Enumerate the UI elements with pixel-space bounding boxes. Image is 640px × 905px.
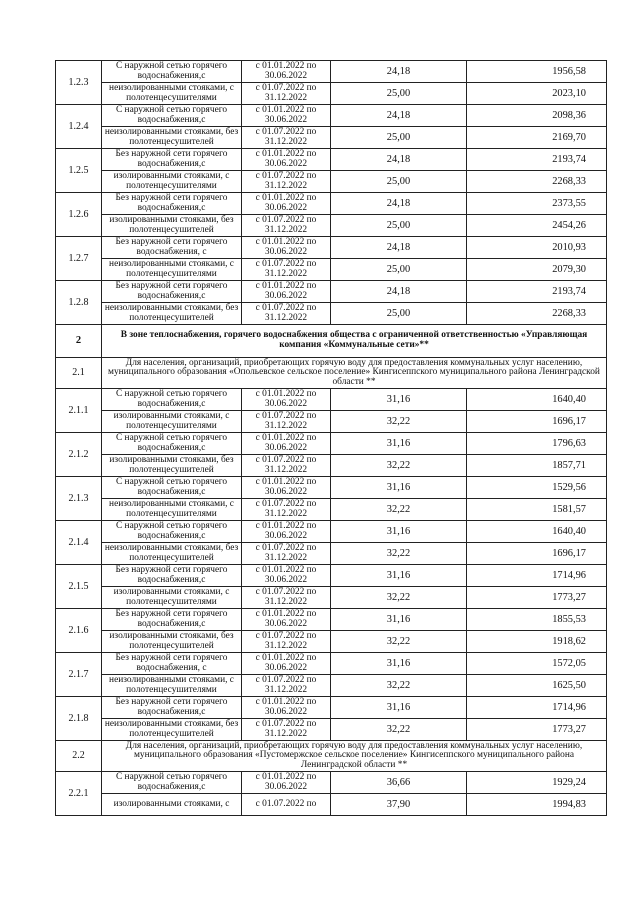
- period-cell: с 01.07.2022 по 31.12.2022: [242, 587, 331, 609]
- row-description-top: С наружной сетью горячего водоснабжения,с: [102, 477, 242, 499]
- table-row: [56, 259, 607, 281]
- tariff-value-cell: 2023,10: [467, 83, 607, 105]
- row-description-bottom: неизолированными стояками, без полотенцесушителей: [102, 127, 242, 149]
- row-description-bottom: изолированными стояками, без полотенцесушителей: [102, 631, 242, 653]
- table-row: [56, 433, 607, 455]
- tariff-value-cell: 1581,57: [467, 499, 607, 521]
- table-row: [56, 697, 607, 719]
- row-description-top: Без наружной сети горячего водоснабжения, с: [102, 237, 242, 259]
- period-cell: с 01.01.2022 по 30.06.2022: [242, 772, 331, 794]
- component-value-cell: 32,22: [331, 587, 467, 609]
- subsection-description: Для населения, организаций, приобретающих горячую воду для предоставления коммунальных услуг населению, муниципального образования «Опольевское сельское поселение» Кингисеппского муниципального района Ленинградской области **: [102, 358, 607, 389]
- table-row: [56, 193, 607, 215]
- period-cell: с 01.07.2022 по 31.12.2022: [242, 675, 331, 697]
- period-cell: с 01.01.2022 по 30.06.2022: [242, 653, 331, 675]
- tariff-value-cell: 1640,40: [467, 521, 607, 543]
- tariff-value-cell: 1918,62: [467, 631, 607, 653]
- row-description-top: Без наружной сети горячего водоснабжения,с: [102, 565, 242, 587]
- row-description-bottom: неизолированными стояками, с полотенцесушителями: [102, 259, 242, 281]
- period-cell: с 01.01.2022 по 30.06.2022: [242, 565, 331, 587]
- row-number: 2.1.2: [56, 433, 102, 477]
- period-cell: с 01.01.2022 по 30.06.2022: [242, 149, 331, 171]
- row-number: 1.2.3: [56, 61, 102, 105]
- component-value-cell: 31,16: [331, 565, 467, 587]
- row-description-top: Без наружной сети горячего водоснабжения,с: [102, 149, 242, 171]
- row-description-top: С наружной сетью горячего водоснабжения,с: [102, 433, 242, 455]
- row-number: 2.1.7: [56, 653, 102, 697]
- component-value-cell: 24,18: [331, 193, 467, 215]
- component-value-cell: 24,18: [331, 237, 467, 259]
- row-description-top: Без наружной сети горячего водоснабжения,с: [102, 697, 242, 719]
- subsection-row: [56, 741, 607, 772]
- component-value-cell: 31,16: [331, 389, 467, 411]
- period-cell: с 01.01.2022 по 30.06.2022: [242, 433, 331, 455]
- tariff-value-cell: 1640,40: [467, 389, 607, 411]
- table-row: [56, 609, 607, 631]
- component-value-cell: 31,16: [331, 477, 467, 499]
- component-value-cell: 32,22: [331, 411, 467, 433]
- subsection-description: Для населения, организаций, приобретающих горячую воду для предоставления коммунальных услуг населению, муниципального образования «Пустомержское сельское поселение» Кингисеппского муниципального района Ленинградской области **: [102, 741, 607, 772]
- row-description-top: С наружной сетью горячего водоснабжения,с: [102, 389, 242, 411]
- table-row: [56, 215, 607, 237]
- row-description-bottom: изолированными стояками, без полотенцесушителей: [102, 455, 242, 477]
- tariff-value-cell: 1625,50: [467, 675, 607, 697]
- tariff-value-cell: 2454,26: [467, 215, 607, 237]
- row-number: 2.1: [56, 358, 102, 389]
- row-description-top: С наружной сетью горячего водоснабжения,с: [102, 105, 242, 127]
- period-cell: с 01.07.2022 по 31.12.2022: [242, 259, 331, 281]
- row-number: 1.2.4: [56, 105, 102, 149]
- tariff-value-cell: 1714,96: [467, 565, 607, 587]
- table-row: [56, 719, 607, 741]
- component-value-cell: 31,16: [331, 697, 467, 719]
- table-row: [56, 631, 607, 653]
- table-row: [56, 455, 607, 477]
- row-number: 2.2: [56, 741, 102, 772]
- row-number: 1.2.5: [56, 149, 102, 193]
- component-value-cell: 25,00: [331, 259, 467, 281]
- component-value-cell: 32,22: [331, 719, 467, 741]
- tariff-value-cell: 1956,58: [467, 61, 607, 83]
- component-value-cell: 32,22: [331, 543, 467, 565]
- period-cell: с 01.07.2022 по 31.12.2022: [242, 543, 331, 565]
- period-cell: с 01.07.2022 по: [242, 794, 331, 816]
- row-number: 2.2.1: [56, 772, 102, 816]
- tariff-value-cell: 1929,24: [467, 772, 607, 794]
- table-row: [56, 499, 607, 521]
- period-cell: с 01.07.2022 по 31.12.2022: [242, 171, 331, 193]
- tariff-value-cell: 1696,17: [467, 411, 607, 433]
- table-row: [56, 411, 607, 433]
- row-description-bottom: неизолированными стояками, с полотенцесушителями: [102, 675, 242, 697]
- table-row: [56, 477, 607, 499]
- period-cell: с 01.07.2022 по 31.12.2022: [242, 83, 331, 105]
- table-row: [56, 105, 607, 127]
- tariff-value-cell: 2098,36: [467, 105, 607, 127]
- table-row: [56, 303, 607, 325]
- section-title: В зоне теплоснабжения, горячего водоснабжения общества с ограниченной ответственностью «Управляющая компания «Коммунальные сети»**: [102, 325, 607, 358]
- period-cell: с 01.01.2022 по 30.06.2022: [242, 389, 331, 411]
- row-number: 2.1.5: [56, 565, 102, 609]
- tariff-value-cell: 1696,17: [467, 543, 607, 565]
- component-value-cell: 32,22: [331, 631, 467, 653]
- tariff-value-cell: 2010,93: [467, 237, 607, 259]
- period-cell: с 01.01.2022 по 30.06.2022: [242, 609, 331, 631]
- period-cell: с 01.07.2022 по 31.12.2022: [242, 303, 331, 325]
- component-value-cell: 31,16: [331, 653, 467, 675]
- table-row: [56, 653, 607, 675]
- tariff-value-cell: 2268,33: [467, 303, 607, 325]
- tariff-value-cell: 1714,96: [467, 697, 607, 719]
- period-cell: с 01.01.2022 по 30.06.2022: [242, 61, 331, 83]
- period-cell: с 01.01.2022 по 30.06.2022: [242, 477, 331, 499]
- row-description-bottom: неизолированными стояками, с полотенцесушителями: [102, 499, 242, 521]
- table-row: [56, 389, 607, 411]
- row-description-bottom: неизолированными стояками, без полотенцесушителей: [102, 543, 242, 565]
- table-row: [56, 565, 607, 587]
- component-value-cell: 31,16: [331, 433, 467, 455]
- row-description-bottom: неизолированными стояками, с полотенцесушителями: [102, 83, 242, 105]
- row-number: 2.1.8: [56, 697, 102, 741]
- component-value-cell: 32,22: [331, 455, 467, 477]
- tariff-value-cell: 2373,55: [467, 193, 607, 215]
- row-description-top: Без наружной сети горячего водоснабжения, с: [102, 653, 242, 675]
- component-value-cell: 24,18: [331, 61, 467, 83]
- component-value-cell: 31,16: [331, 521, 467, 543]
- component-value-cell: 24,18: [331, 149, 467, 171]
- row-number: 2.1.4: [56, 521, 102, 565]
- subsection-row: [56, 358, 607, 389]
- period-cell: с 01.07.2022 по 31.12.2022: [242, 215, 331, 237]
- period-cell: с 01.07.2022 по 31.12.2022: [242, 455, 331, 477]
- tariff-value-cell: 2193,74: [467, 281, 607, 303]
- tariff-value-cell: 1796,63: [467, 433, 607, 455]
- period-cell: с 01.07.2022 по 31.12.2022: [242, 719, 331, 741]
- row-number: 2.1.3: [56, 477, 102, 521]
- tariff-value-cell: 2169,70: [467, 127, 607, 149]
- component-value-cell: 24,18: [331, 105, 467, 127]
- tariff-value-cell: 1857,71: [467, 455, 607, 477]
- period-cell: с 01.07.2022 по 31.12.2022: [242, 411, 331, 433]
- period-cell: с 01.01.2022 по 30.06.2022: [242, 697, 331, 719]
- table-row: [56, 171, 607, 193]
- table-row: [56, 772, 607, 794]
- tariff-table: [55, 60, 607, 816]
- component-value-cell: 37,90: [331, 794, 467, 816]
- tariff-value-cell: 1773,27: [467, 587, 607, 609]
- period-cell: с 01.01.2022 по 30.06.2022: [242, 521, 331, 543]
- period-cell: с 01.01.2022 по 30.06.2022: [242, 281, 331, 303]
- table-row: [56, 543, 607, 565]
- component-value-cell: 36,66: [331, 772, 467, 794]
- section-row: [56, 325, 607, 358]
- period-cell: с 01.01.2022 по 30.06.2022: [242, 105, 331, 127]
- tariff-value-cell: 1994,83: [467, 794, 607, 816]
- tariff-value-cell: 1855,53: [467, 609, 607, 631]
- row-number: 2.1.6: [56, 609, 102, 653]
- tariff-value-cell: 1572,05: [467, 653, 607, 675]
- row-number: 1.2.7: [56, 237, 102, 281]
- table-row: [56, 794, 607, 816]
- tariff-value-cell: 2268,33: [467, 171, 607, 193]
- tariff-table-body: [56, 61, 607, 816]
- row-description-bottom: изолированными стояками, с: [102, 794, 242, 816]
- component-value-cell: 25,00: [331, 127, 467, 149]
- table-row: [56, 281, 607, 303]
- table-row: [56, 127, 607, 149]
- row-description-top: С наружной сетью горячего водоснабжения,с: [102, 521, 242, 543]
- row-description-top: Без наружной сети горячего водоснабжения,с: [102, 281, 242, 303]
- tariff-value-cell: 1773,27: [467, 719, 607, 741]
- component-value-cell: 24,18: [331, 281, 467, 303]
- tariff-value-cell: 2193,74: [467, 149, 607, 171]
- tariff-value-cell: 2079,30: [467, 259, 607, 281]
- row-description-top: Без наружной сети горячего водоснабжения,с: [102, 609, 242, 631]
- row-description-bottom: изолированными стояками, без полотенцесушителей: [102, 215, 242, 237]
- component-value-cell: 25,00: [331, 171, 467, 193]
- table-row: [56, 149, 607, 171]
- table-row: [56, 83, 607, 105]
- period-cell: с 01.01.2022 по 30.06.2022: [242, 193, 331, 215]
- period-cell: с 01.07.2022 по 31.12.2022: [242, 499, 331, 521]
- period-cell: с 01.01.2022 по 30.06.2022: [242, 237, 331, 259]
- row-description-bottom: изолированными стояками, с полотенцесушителями: [102, 171, 242, 193]
- table-row: [56, 237, 607, 259]
- period-cell: с 01.07.2022 по 31.12.2022: [242, 631, 331, 653]
- period-cell: с 01.07.2022 по 31.12.2022: [242, 127, 331, 149]
- row-number: 2: [56, 325, 102, 358]
- row-number: 2.1.1: [56, 389, 102, 433]
- component-value-cell: 25,00: [331, 83, 467, 105]
- component-value-cell: 25,00: [331, 215, 467, 237]
- row-description-top: С наружной сетью горячего водоснабжения,с: [102, 61, 242, 83]
- row-description-bottom: неизолированными стояками, без полотенцесушителей: [102, 303, 242, 325]
- table-row: [56, 61, 607, 83]
- table-row: [56, 675, 607, 697]
- row-description-top: Без наружной сети горячего водоснабжения,с: [102, 193, 242, 215]
- row-description-bottom: неизолированными стояками, без полотенцесушителей: [102, 719, 242, 741]
- component-value-cell: 25,00: [331, 303, 467, 325]
- tariff-value-cell: 1529,56: [467, 477, 607, 499]
- row-description-bottom: изолированными стояками, с полотенцесушителями: [102, 587, 242, 609]
- table-row: [56, 521, 607, 543]
- row-number: 1.2.8: [56, 281, 102, 325]
- row-description-bottom: изолированными стояками, с полотенцесушителями: [102, 411, 242, 433]
- row-description-top: С наружной сетью горячего водоснабжения,с: [102, 772, 242, 794]
- component-value-cell: 31,16: [331, 609, 467, 631]
- component-value-cell: 32,22: [331, 675, 467, 697]
- component-value-cell: 32,22: [331, 499, 467, 521]
- row-number: 1.2.6: [56, 193, 102, 237]
- table-row: [56, 587, 607, 609]
